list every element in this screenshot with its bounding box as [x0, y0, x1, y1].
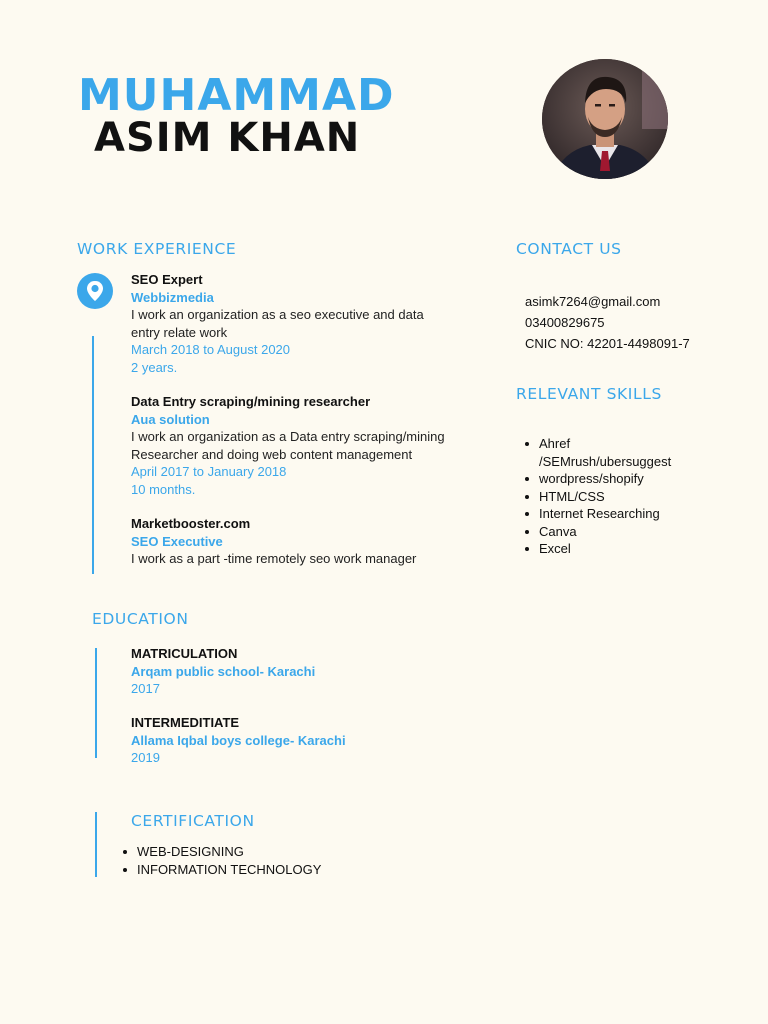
- job-company: Webbizmedia: [131, 289, 214, 305]
- job-entry: [131, 515, 416, 568]
- skill-item: HTML/CSS: [524, 488, 671, 506]
- profile-photo: [542, 59, 668, 179]
- certification-item: WEB-DESIGNING: [122, 843, 321, 861]
- job-role: Marketbooster.com: [131, 516, 251, 531]
- skill-item: Canva: [524, 523, 671, 541]
- skill-item: wordpress/shopify: [524, 470, 671, 488]
- education-level: MATRICULATION: [131, 646, 238, 661]
- education-timeline-line: [95, 648, 97, 758]
- portrait-image: [542, 59, 668, 179]
- certification-item: INFORMATION TECHNOLOGY: [122, 861, 321, 879]
- job-dates: March 2018 to August 2020: [131, 342, 291, 357]
- job-entry: [131, 393, 445, 498]
- skill-item: Ahref: [524, 435, 671, 453]
- job-description: I work an organization as a Data entry scraping/mining: [131, 429, 445, 444]
- first-name: MUHAMMAD: [78, 70, 395, 121]
- job-duration: 10 months.: [131, 481, 196, 497]
- contact-details: [525, 291, 690, 354]
- skill-item: Excel: [524, 540, 671, 558]
- job-description: entry relate work: [131, 324, 228, 340]
- contact-title: CONTACT US: [516, 240, 622, 258]
- education-title: EDUCATION: [92, 610, 189, 628]
- education-year: 2017: [131, 681, 160, 696]
- last-name: ASIM KHAN: [94, 115, 361, 161]
- education-level: INTERMEDITIATE: [131, 715, 240, 730]
- certification-line: [95, 812, 97, 877]
- job-dates: April 2017 to January 2018: [131, 464, 287, 479]
- job-description: I work as a part -time remotely seo work manager: [131, 551, 417, 566]
- certification-title: CERTIFICATION: [131, 812, 255, 830]
- contact-cnic: CNIC NO: 42201-4498091-7: [525, 336, 690, 351]
- skill-item-continuation: /SEMrush/ubersuggest: [539, 453, 672, 469]
- name-header: [78, 70, 395, 161]
- job-company: Aua solution: [131, 411, 210, 427]
- job-role: SEO Expert: [131, 272, 203, 287]
- contact-phone: 03400829675: [525, 315, 605, 330]
- job-description: I work an organization as a seo executive and data: [131, 307, 424, 322]
- skills-list: [524, 435, 671, 558]
- skill-item: Internet Researching: [524, 505, 671, 523]
- job-description: Researcher and doing web content management: [131, 446, 413, 462]
- education-school: Arqam public school- Karachi: [131, 663, 316, 679]
- work-experience-title: WORK EXPERIENCE: [77, 240, 237, 258]
- certification-list: [122, 843, 321, 878]
- job-entry: [131, 271, 424, 376]
- education-year: 2019: [131, 750, 160, 765]
- job-role: Data Entry scraping/mining researcher: [131, 394, 371, 409]
- work-timeline-line: [92, 336, 94, 574]
- education-entry: [131, 645, 315, 698]
- location-pin-icon: [77, 273, 113, 309]
- job-company: SEO Executive: [131, 533, 223, 549]
- education-entry: [131, 714, 346, 767]
- contact-email: asimk7264@gmail.com: [525, 294, 661, 309]
- education-school: Allama Iqbal boys college- Karachi: [131, 732, 346, 748]
- job-duration: 2 years.: [131, 359, 178, 375]
- skills-title: RELEVANT SKILLS: [516, 385, 662, 403]
